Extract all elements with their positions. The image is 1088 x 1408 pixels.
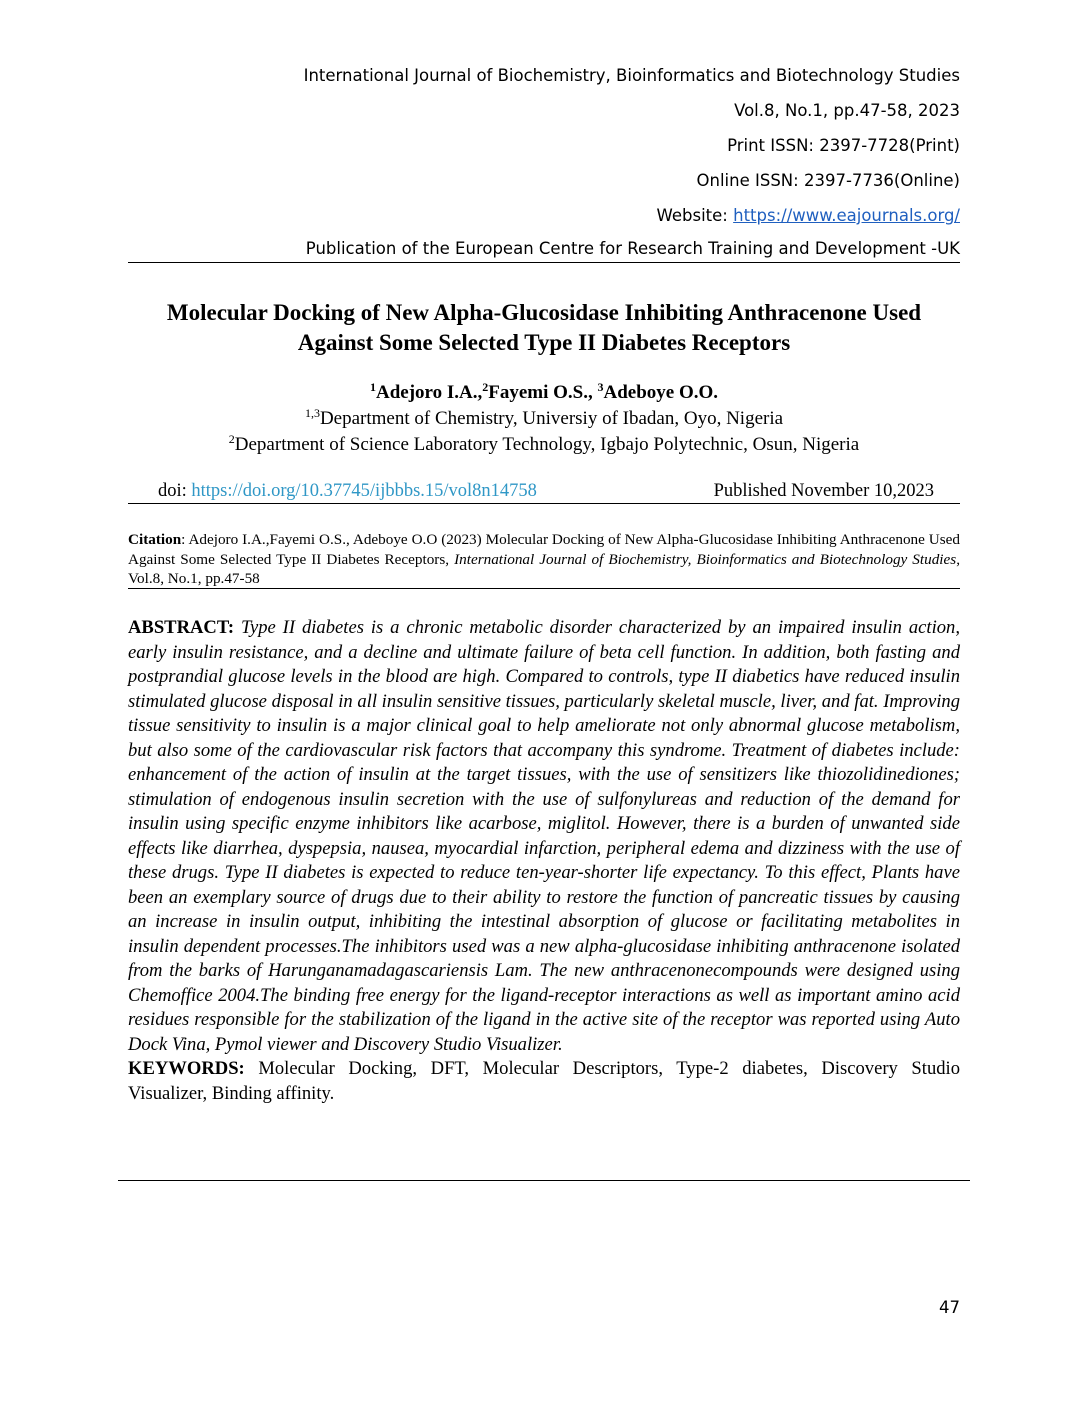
- authors-block: [100, 380, 988, 458]
- doi-row: [128, 479, 960, 504]
- citation-journal: International Journal of Biochemistry, Bioinformatics and Biotechnology Studies: [454, 550, 957, 568]
- website-row: [304, 198, 960, 233]
- website-label: Website:: [656, 206, 734, 225]
- abstract: [128, 616, 960, 1057]
- abstract-divider: [118, 1180, 970, 1181]
- doi: [158, 479, 537, 503]
- affiliation-1-text: Department of Chemistry, Universiy of Ibadan, Oyo, Nigeria: [319, 408, 784, 429]
- affiliation-1: [100, 406, 988, 432]
- published-date: Published November 10,2023: [713, 481, 934, 501]
- publication-line: Publication of the European Centre for Research Training and Development -UK: [128, 236, 960, 263]
- author-3: Adeboye O.O.: [603, 382, 719, 403]
- page-number: 47: [939, 1298, 960, 1317]
- affiliation-2: [100, 432, 988, 458]
- citation-label: Citation: [128, 531, 182, 548]
- author-1: Adejoro I.A.,: [375, 382, 483, 403]
- citation-text-b: , Vol.8, No.1, pp.47-58: [128, 550, 960, 587]
- doi-label: doi:: [158, 481, 192, 501]
- keywords: [128, 1057, 960, 1106]
- online-issn: Online ISSN: 2397-7736(Online): [696, 171, 960, 190]
- author-names: [100, 380, 988, 406]
- journal-header: [304, 58, 960, 233]
- abstract-label: ABSTRACT:: [128, 617, 235, 638]
- title-line-2: Against Some Selected Type II Diabetes Receptors: [297, 330, 791, 355]
- citation: [128, 530, 960, 589]
- citation-text-a: : Adejoro I.A.,Fayemi O.S., Adeboye O.O (2023) Molecular Docking of New Alpha-Glucosidase Inhibiting Anthracenone Used Against Some Selected Type II Diabetes Receptors,: [128, 531, 960, 568]
- website-link[interactable]: https://www.eajournals.org/: [733, 206, 960, 225]
- keywords-label: KEYWORDS:: [128, 1058, 245, 1079]
- abstract-text: Type II diabetes is a chronic metabolic disorder characterized by an impaired insulin action, early insulin resistance, and a decline and ultimate failure of beta cell function. In addition, both fasting and postprandial glucose levels in the blood are high. Compared to controls, type II diabetics have reduced insulin stimulated glucose disposal in all insulin sensitive tissues, particularly skeletal muscle, liver, and fat. Improving tissue sensitivity to insulin is a major clinical goal to help ameliorate not only abnormal glucose metabolism, but also some of the cardiovascular risk factors that accompany this syndrome. Treatment of diabetes include: enhancement of the action of insulin at the target tissues, with the use of sensitizers like thiozolidinediones; stimulation of endogenous insulin secretion with the use of sulfonylureas and reduction of the demand for insulin using specific enzyme inhibitors like acarbose, miglitol. However, there is a burden of unwanted side effects like diarrhea, dyspepsia, nausea, myocardial infarction, peripheral edema and dizziness with the use of these drugs. Type II diabetes is expected to reduce ten-year-shorter life expectancy. To this effect, Plants have been an exemplary source of drugs due to their ability to restore the function of pancreatic tissues by causing an increase in insulin output, inhibiting the intestinal absorption of glucose or facilitating metabolites in insulin dependent processes.The inhibitors used was a new alpha-glucosidase inhibiting anthracenone isolated from the barks of Harunganamadagascariensis Lam. The new anthracenonecompounds were designed using Chemoffice 2004.The binding free energy for the ligand-receptor interactions as well as important amino acid residues responsible for the stabilization of the ligand in the active site of the receptor was reported using Auto Dock Vina, Pymol viewer and Discovery Studio Visualizer.: [128, 617, 960, 1055]
- keywords-text: Molecular Docking, DFT, Molecular Descriptors, Type-2 diabetes, Discovery Studio Visualizer, Binding affinity.: [128, 1058, 960, 1104]
- volume-info: Vol.8, No.1, pp.47-58, 2023: [734, 101, 960, 120]
- print-issn: Print ISSN: 2397-7728(Print): [727, 136, 960, 155]
- author-3-sup: 3: [597, 380, 604, 394]
- affiliation-1-sup: 1,3: [304, 406, 320, 420]
- affiliation-2-sup: 2: [228, 432, 235, 446]
- doi-link[interactable]: https://doi.org/10.37745/ijbbbs.15/vol8n14758: [191, 481, 537, 501]
- abstract-section: [128, 616, 960, 1106]
- author-2-sup: 2: [482, 380, 489, 394]
- paper-title: [100, 298, 988, 358]
- author-1-sup: 1: [369, 380, 376, 394]
- affiliation-2-text: Department of Science Laboratory Technology, Igbajo Polytechnic, Osun, Nigeria: [234, 434, 860, 455]
- title-line-1: Molecular Docking of New Alpha-Glucosidase Inhibiting Anthracenone Used: [166, 300, 922, 325]
- author-2: Fayemi O.S.,: [488, 382, 598, 403]
- journal-name: International Journal of Biochemistry, Bioinformatics and Biotechnology Studies: [303, 66, 960, 85]
